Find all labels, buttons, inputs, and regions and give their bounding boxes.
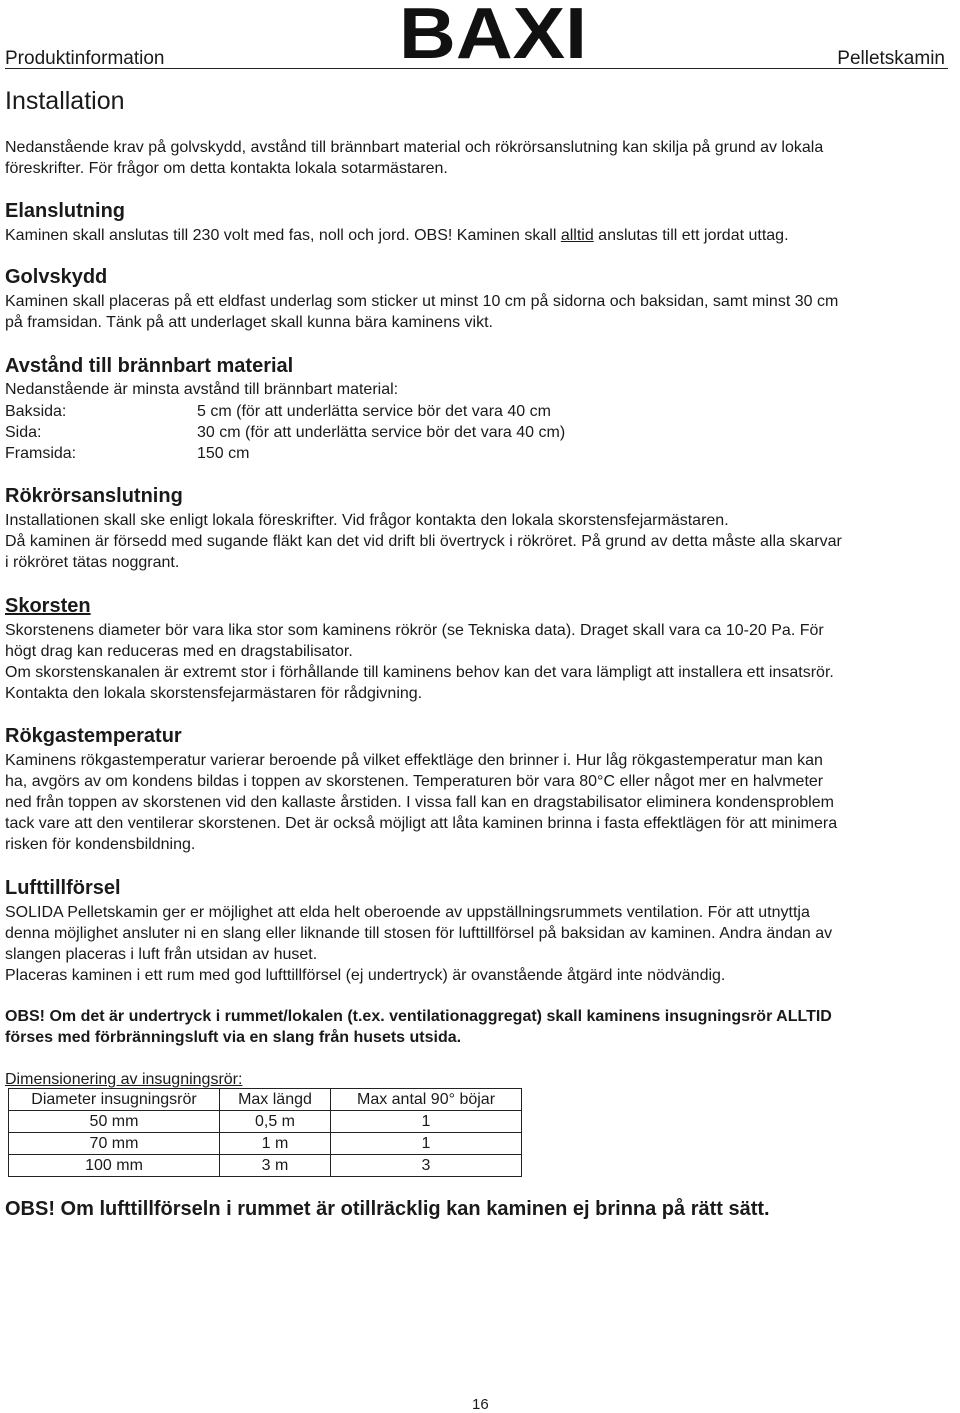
section-heading-skorsten: Skorsten <box>5 595 91 617</box>
table-cell: 100 mm <box>9 1155 220 1177</box>
golvskydd-line-1: Kaminen skall placeras på ett eldfast underlag som sticker ut minst 10 cm på sidorna och baksidan, samt minst 30 cm <box>5 293 839 310</box>
section-heading-lufttillforsel: Lufttillförsel <box>5 877 121 899</box>
table-cell: 0,5 m <box>220 1111 331 1133</box>
avstand-label-framsida: Framsida: <box>5 445 77 462</box>
baxi-logo <box>397 2 589 62</box>
obs-otillracklig: OBS! Om lufttillförseln i rummet är otillräcklig kan kaminen ej brinna på rätt sätt. <box>5 1198 770 1220</box>
section-heading-golvskydd: Golvskydd <box>5 266 108 288</box>
header-right: Pelletskamin <box>837 48 945 69</box>
intro-line-1: Nedanstående krav på golvskydd, avstånd till brännbart material och rökrörsanslutning kan skilja på grund av lokala <box>5 139 824 156</box>
table-row <box>9 1155 522 1177</box>
avstand-value-sida: 30 cm (för att underlätta service bör det vara 40 cm) <box>197 424 566 441</box>
elanslutning-text-before: Kaminen skall anslutas till 230 volt med fas, noll och jord. OBS! Kaminen skall <box>5 227 561 244</box>
skorsten-line-1: Skorstenens diameter bör vara lika stor som kaminens rökrör (se Tekniska data). Draget skall vara ca 10-20 Pa. För <box>5 622 824 639</box>
obs-undertryck-line-2: förses med förbränningsluft via en slang från husets utsida. <box>5 1029 462 1046</box>
table-cell: 1 <box>331 1111 522 1133</box>
table-row <box>9 1133 522 1155</box>
table-cell: 3 m <box>220 1155 331 1177</box>
obs-undertryck-line-1: OBS! Om det är undertryck i rummet/lokalen (t.ex. ventilationaggregat) skall kaminens insugningsrör ALLTID <box>5 1008 832 1025</box>
skorsten-line-3: Om skorstenskanalen är extremt stor i förhållande till kaminens behov kan det vara lämpligt att installera ett insatsrör. <box>5 664 834 681</box>
table-header-cell: Diameter insugningsrör <box>9 1089 220 1111</box>
avstand-value-framsida: 150 cm <box>197 445 250 462</box>
section-heading-elanslutning: Elanslutning <box>5 200 125 222</box>
section-heading-rokror: Rökrörsanslutning <box>5 485 183 507</box>
rokgas-line-3: ned från toppen av skorstenen vid den kallaste årstiden. I vissa fall kan en dragstabilisator eliminera kondensproblem <box>5 794 834 811</box>
page-number: 16 <box>472 1396 489 1413</box>
table-header-row <box>9 1089 522 1111</box>
rokgas-line-1: Kaminens rökgastemperatur varierar beroende på vilket effektläge den brinner i. Hur låg rökgastemperatur man kan <box>5 752 823 769</box>
lufttillforsel-line-1: SOLIDA Pelletskamin ger er möjlighet att elda helt oberoende av uppställningsrummets ventilation. För att utnyttja <box>5 904 810 921</box>
dimensionering-caption: Dimensionering av insugningsrör: <box>5 1071 243 1088</box>
section-heading-avstand: Avstånd till brännbart material <box>5 355 294 377</box>
lufttillforsel-line-4: Placeras kaminen i ett rum med god lufttillförsel (ej undertryck) är ovanstående åtgärd inte nödvändig. <box>5 967 726 984</box>
intro-line-2: föreskrifter. För frågor om detta kontakta lokala sotarmästaren. <box>5 160 448 177</box>
rokror-line-3: i rökröret tätas noggrant. <box>5 554 180 571</box>
table-cell: 3 <box>331 1155 522 1177</box>
elanslutning-text-after: anslutas till ett jordat uttag. <box>593 227 789 244</box>
rokgas-line-5: risken för kondensbildning. <box>5 836 196 853</box>
header-rule <box>5 68 948 69</box>
dimensionering-table <box>8 1088 522 1177</box>
table-cell: 70 mm <box>9 1133 220 1155</box>
logo-text: BAXI <box>399 2 587 62</box>
table-header-cell: Max antal 90° böjar <box>331 1089 522 1111</box>
header-left: Produktinformation <box>5 48 165 69</box>
golvskydd-line-2: på framsidan. Tänk på att underlaget skall kunna bära kaminens vikt. <box>5 314 493 331</box>
table-cell: 50 mm <box>9 1111 220 1133</box>
page-title: Installation <box>5 87 125 115</box>
avstand-value-baksida: 5 cm (för att underlätta service bör det vara 40 cm <box>197 403 551 420</box>
elanslutning-text <box>5 225 789 246</box>
lufttillforsel-line-3: slangen placeras i luft från utsidan av huset. <box>5 946 318 963</box>
table-row <box>9 1111 522 1133</box>
table-cell: 1 m <box>220 1133 331 1155</box>
avstand-label-sida: Sida: <box>5 424 42 441</box>
skorsten-line-2: högt drag kan reduceras med en dragstabilisator. <box>5 643 353 660</box>
lufttillforsel-line-2: denna möjlighet ansluter ni en slang eller liknande till stosen för lufttillförsel på baksidan av kaminen. Andra ändan av <box>5 925 833 942</box>
rokgas-line-2: ha, avgörs av om kondens bildas i toppen av skorstenen. Temperaturen bör vara 80°C eller något mer en halvmeter <box>5 773 824 790</box>
section-heading-rokgas: Rökgastemperatur <box>5 725 182 747</box>
table-header-cell: Max längd <box>220 1089 331 1111</box>
rokror-line-2: Då kaminen är försedd med sugande fläkt kan det vid drift bli övertryck i rökröret. På grund av detta måste alla skarvar <box>5 533 842 550</box>
avstand-label-baksida: Baksida: <box>5 403 67 420</box>
elanslutning-underlined: alltid <box>560 227 594 244</box>
skorsten-line-4: Kontakta den lokala skorstensfejarmästaren för rådgivning. <box>5 685 423 702</box>
rokror-line-1: Installationen skall ske enligt lokala föreskrifter. Vid frågor kontakta den lokala skorstensfejarmästaren. <box>5 512 729 529</box>
avstand-intro: Nedanstående är minsta avstånd till brännbart material: <box>5 381 399 398</box>
table-cell: 1 <box>331 1133 522 1155</box>
rokgas-line-4: tack vare att den ventilerar skorstenen. Det är också möjligt att låta kaminen brinna i fasta effektlägen för att minimera <box>5 815 838 832</box>
